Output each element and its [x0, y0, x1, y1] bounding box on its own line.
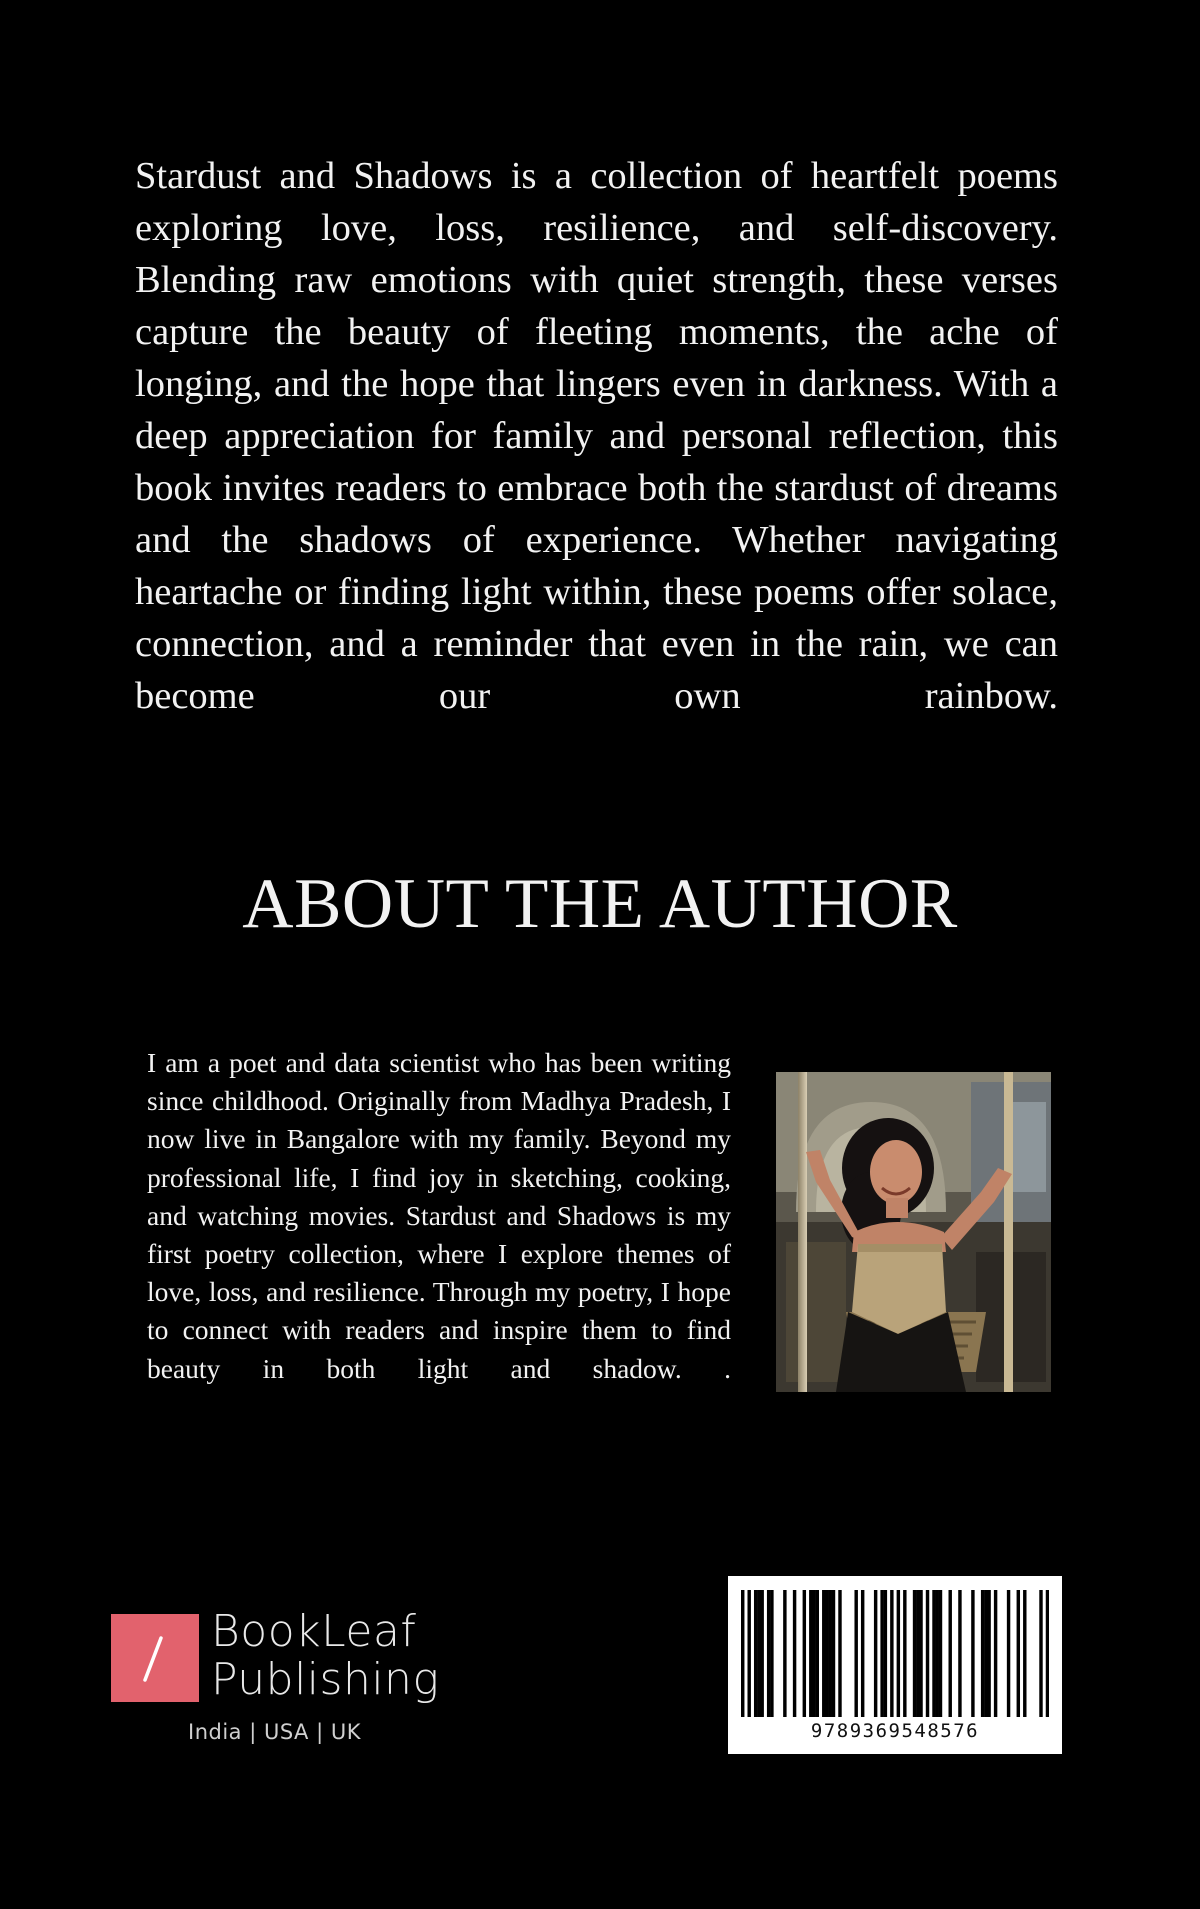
- barcode-bar: [854, 1590, 857, 1717]
- barcode-bar: [838, 1590, 841, 1717]
- barcode-bar: [913, 1590, 916, 1717]
- author-bio: I am a poet and data scientist who has been writing since childhood. Originally from Madhya Pradesh, I now live in Bangalore with my family. Beyond my professional life, I find joy in sketching, cooking, and watching movies. Stardust and Shadows is my first poetry collection, where I explore themes of love, loss, and resilience. Through my poetry, I hope to connect with readers and inspire them to find beauty in both light and shadow. .: [147, 1047, 731, 1384]
- barcode-bar: [890, 1590, 893, 1717]
- isbn-barcode: [728, 1576, 1062, 1754]
- barcode-bar: [903, 1590, 906, 1717]
- barcode-bar: [981, 1590, 984, 1717]
- barcode-bar: [1017, 1590, 1020, 1717]
- slash-icon: [111, 1614, 199, 1702]
- barcode-bar: [816, 1590, 819, 1717]
- barcode-bar: [1023, 1590, 1026, 1717]
- barcode-bar: [822, 1590, 825, 1717]
- barcode-bar: [916, 1590, 919, 1717]
- author-photo: [776, 1072, 1051, 1392]
- barcode-bar: [958, 1590, 961, 1717]
- barcode-bar: [741, 1590, 744, 1717]
- isbn-number: 9789369548576: [810, 1720, 980, 1742]
- about-author-heading: ABOUT THE AUTHOR: [242, 865, 958, 943]
- barcode-bar: [812, 1590, 815, 1717]
- barcode-bar: [760, 1590, 763, 1717]
- barcode-bar: [971, 1590, 974, 1717]
- author-photo-illustration: [776, 1072, 1051, 1392]
- barcode-bar: [832, 1590, 835, 1717]
- barcode-bar: [825, 1590, 828, 1717]
- publisher-name-line2: Publishing: [211, 1654, 440, 1705]
- barcode-bar: [754, 1590, 757, 1717]
- barcode-bar: [809, 1590, 812, 1717]
- publisher-name-line1: BookLeaf: [211, 1606, 417, 1657]
- barcode-bar: [747, 1590, 750, 1717]
- barcode-bar: [1046, 1590, 1049, 1717]
- barcode-bar: [984, 1590, 987, 1717]
- barcode-bar: [829, 1590, 832, 1717]
- barcode-bar: [994, 1590, 997, 1717]
- publisher-logo: [111, 1606, 471, 1754]
- barcode-bar: [936, 1590, 939, 1717]
- barcode-bar: [880, 1590, 883, 1717]
- barcode-bar: [770, 1590, 773, 1717]
- barcode-bar: [897, 1590, 900, 1717]
- barcode-bar: [948, 1590, 951, 1717]
- barcode-bar: [757, 1590, 760, 1717]
- barcode-bar: [926, 1590, 929, 1717]
- barcode-bar: [861, 1590, 864, 1717]
- barcode-icon: [741, 1590, 1049, 1717]
- barcode-bar: [793, 1590, 796, 1717]
- barcode-bar: [884, 1590, 887, 1717]
- barcode-bar: [1039, 1590, 1042, 1717]
- barcode-bar: [783, 1590, 786, 1717]
- barcode-bar: [919, 1590, 922, 1717]
- barcode-bar: [767, 1590, 770, 1717]
- barcode-bar: [932, 1590, 935, 1717]
- barcode-bar: [1007, 1590, 1010, 1717]
- barcode-bar: [939, 1590, 942, 1717]
- barcode-bar: [987, 1590, 990, 1717]
- barcode-bar: [874, 1590, 877, 1717]
- barcode-bar: [803, 1590, 806, 1717]
- publisher-countries: India | USA | UK: [188, 1720, 361, 1744]
- back-cover-description: Stardust and Shadows is a collection of heartfelt poems exploring love, loss, resilience, and self-discovery. Blending raw emotions with quiet strength, these verses capture the beauty of fleeting moments, the ache of longing, and the hope that lingers even in darkness. With a deep appreciation for family and personal reflection, this book invites readers to embrace both the stardust of dreams and the shadows of experience. Whether navigating heartache or finding light within, these poems offer solace, connection, and a reminder that even in the rain, we can become our own rainbow.: [135, 155, 1058, 717]
